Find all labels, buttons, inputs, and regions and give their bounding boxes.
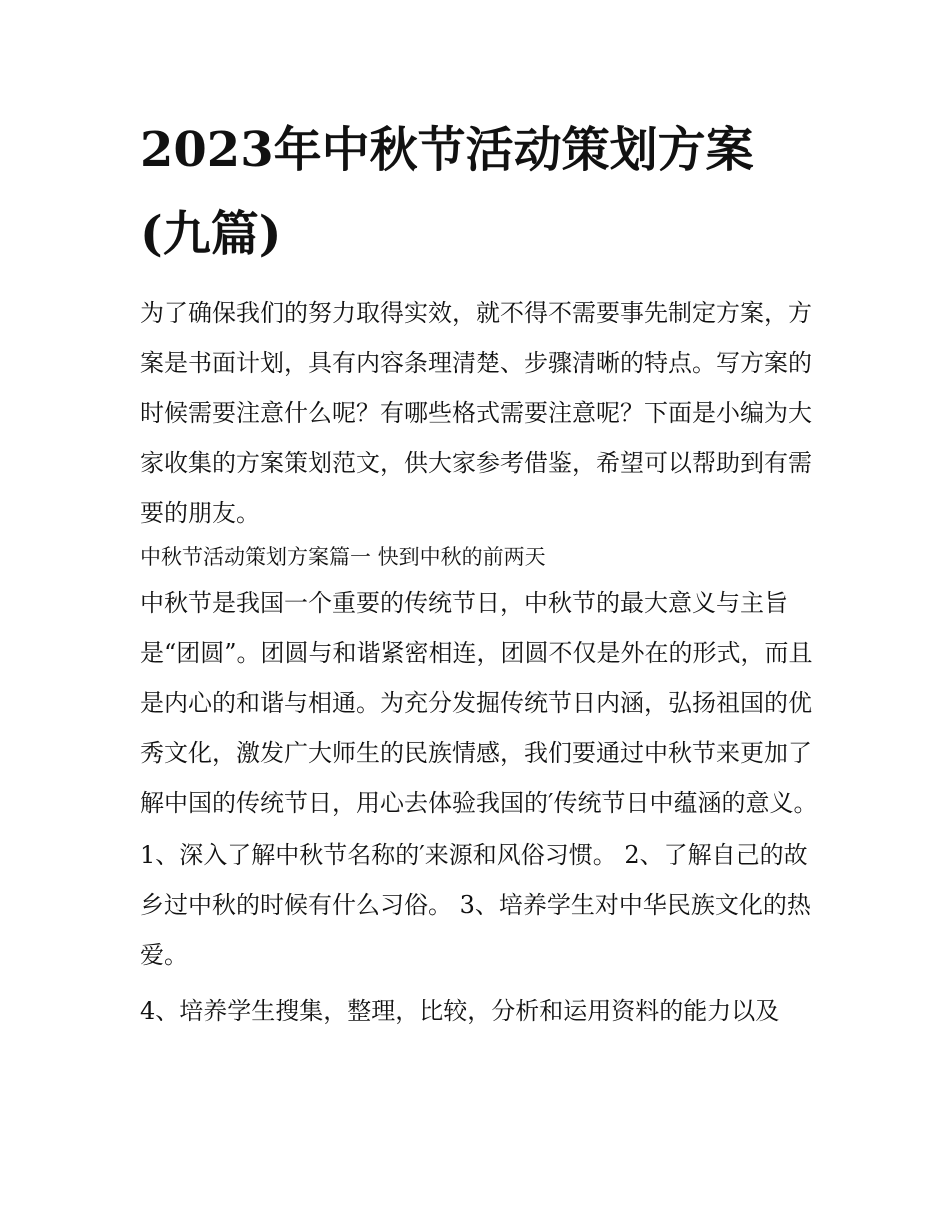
- intro-paragraph: 为了确保我们的努力取得实效，就不得不需要事先制定方案，方案是书面计划，具有内容条理清楚、步骤清晰的特点。写方案的时候需要注意什么呢？有哪些格式需要注意呢？下面是小编为大家收集的方案策划范文，供大家参考借鉴，希望可以帮助到有需要的朋友。: [140, 299, 812, 527]
- body-paragraph-3: 4、培养学生搜集，整理，比较，分析和运用资料的能力以及: [140, 997, 780, 1025]
- body-paragraph-1: 中秋节是我国一个重要的传统节日，中秋节的最大意义与主旨是“团圆”。团圆与和谐紧密相连，团圆不仅是外在的形式，而且是内心的和谐与相通。为充分发掘传统节日内涵，弘扬祖国的优秀文化，激发广大师生的民族情感，我们要通过中秋节来更加了解中国的传统节日，用心去体验我国的′传统节日中蕴涵的意义。: [140, 589, 818, 817]
- section-heading: 中秋节活动策划方案篇一 快到中秋的前两天: [140, 545, 546, 569]
- body-paragraph-2: 1、深入了解中秋节名称的′来源和风俗习惯。 2、了解自己的故乡过中秋的时候有什么习俗。 3、培养学生对中华民族文化的热爱。: [140, 841, 811, 969]
- title-line-1: 2023年中秋节活动策划方案: [140, 122, 754, 178]
- document-page: [140, 108, 820, 1036]
- document-title: [140, 108, 820, 276]
- title-line-2: (九篇): [140, 206, 282, 262]
